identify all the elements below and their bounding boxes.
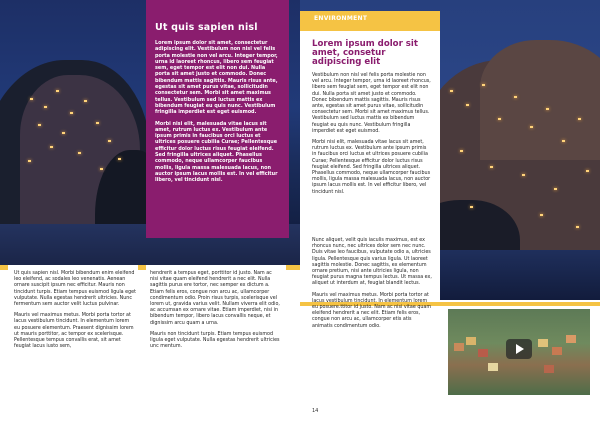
article-heading: Lorem ipsum dolor sit amet, consetur adipiscing elit	[312, 39, 418, 67]
body-paragraph: Mauris vel maximus metus. Morbi porta tortor at lacus vestibulum tincidunt. In elementum lorem eu posuere elementum. Praesent dignissim lorem ut mauris porttitor, ac tempor ex scelerisque. Pellentesque tempus convallis erat, sit amet feugiat lacus iusto sem,	[14, 313, 134, 350]
play-icon[interactable]	[506, 339, 532, 359]
article-paragraph: Mauris vel maximus metus. Morbi porta tortor at lacus vestibulum tincidunt. In elementum lorem eu posuere.ttitor id justo. Nam ac nisi vitae quam eleifend hendrerit a nec elit. Etiam felis eros, congue non arcu ac, ullamcorper etis atis animatis condimentum odio.	[312, 292, 432, 329]
page-number: 14	[312, 408, 319, 414]
body-paragraph: Mauris non tincidunt turpis. Etiam tempus euismod ligula eget vulputate. Nulla egestas hendrerit ultricies unc mentum.	[150, 331, 280, 350]
village-video-thumbnail[interactable]	[448, 309, 590, 395]
body-paragraph: Ut quis sapien nisl. Morbi bibendum enim eleifend leo eleifend, ac sodales leo venenatis. Aenean ornare suscipit ipsum nec efficitur. Mauris non tincidunt turpis. Etiam tempus euismod ligula eget vulputate. Nulla egestas hendrerit ultricies. Nunc fermentum sem auctor velit luctus pulvinar.	[14, 271, 136, 308]
highlight-panel	[146, 0, 289, 238]
article-paragraph: Nunc aliquet, velit quis iaculis maximus, est ex rhoncus nunc, nec ultrices dolor sem nec nunc. Duis vitae leo faucibus, vulputate odio a, ultricies ligula. Pellentesque quis varius ligula. Ut laoreet sagittis molestie. Donec sagittis, ex elementum ornare pretium, nisi ante ultricies ligula, non feugiat purus magna tempus lectus. Ut massa ex, aliquet ut interdum at, feugiat blandit lectus.	[312, 238, 432, 287]
article-paragraph: Vestibulum non nisl vel felis porta molestie non vel arcu. Integer tempor, urna id laoreet rhoncus, libero sem feugiat sem, eget tempor est elit non dui. Nulla porta sit amet justo et commodo. Donec bibendum mattis sagittis. Mauris risus ante, egestas sit amet purus vitae, sollicitudin consectetur sem. Morbi sit amet maximus tellus. Vestibulum sed luctus mattis ex bibendum feugiat eu quis nunc. Vestibulum fringilla imperdiet est eget euismod.	[312, 73, 431, 134]
article-continued	[312, 238, 432, 335]
panel-title: Ut quis sapien nisl	[155, 22, 258, 33]
section-tag: ENVIRONMENT	[300, 11, 440, 31]
article-paragraph: Morbi nisi elit, malesuada vitae lacus sit amet, rutrum luctus ex. Vestibulum ante ipsum primis in faucibus orci luctus et ultrices posuere cubilia Curae; Pellentesque efficitur dolor luctus risus feugiat eleifend. Sed fringilla ultrices aliquet. Phasellus commodo, neque ullamcorper faucibus mollis, ligula massa malesuada lacus, non auctor ipsum lacus mollis est. In vel efficitur libero, vel tincidunt nisl.	[312, 140, 431, 195]
body-paragraph: hendrerit a tempus eget, porttitor id justo. Nam ac nisi vitae quam eleifend hendrerit a nec elit. Nulla sagittis purus ere tortor, nec semper ex dictum a. Etiam felis eros, congue non arcu ac, ullamcorper condimentum odio. Proin risus turpis, scelerisque vel lorem ut, gravida varius velit. Nullam viverra elit odio, ac accumsan ex ornare vitae. Etiam imperdiet, nisi in bibendum tempor, libero lacus convallis neque, et dignissim arcu quam a urna.	[150, 271, 280, 326]
panel-paragraph: Lorem ipsum dolor sit amet, consectetur adipiscing elit. Vestibulum non nisl vel felis porta molestie non vel arcu. Integer tempor, urna id laoreet rhoncus, libero sem feugiat sem, eget tempor est elit non dui. Nulla porta sit amet justo et commodo. Donec bibendum mattis sagittis. Mauris risus ante, egestas sit amet purus vitae, sollicitudin consectetur sem. Morbi sit amet maximus tellus. Vestibulum sed luctus mattis ex bibendum feugiat eu quis nunc. Vestibulum fringilla imperdiet est eget euismod.	[155, 40, 278, 116]
left-body-column-2	[150, 271, 280, 355]
panel-paragraph: Morbi nisi elit, malesuada vitae lacus sit amet, rutrum luctus ex. Vestibulum ante ipsum primis in faucibus orci luctus et ultrices posuere cubilia Curae; Pellentesque efficitur dolor luctus risus feugiat eleifend. Sed fringilla ultrices aliquet. Phasellus commodo, neque ullamcorper faucibus mollis, ligula massa malesuada lacus, non auctor ipsum lacus mollis est. In vel efficitur libero, vel tincidunt nisl.	[155, 120, 278, 184]
left-body-column-1	[14, 271, 136, 355]
